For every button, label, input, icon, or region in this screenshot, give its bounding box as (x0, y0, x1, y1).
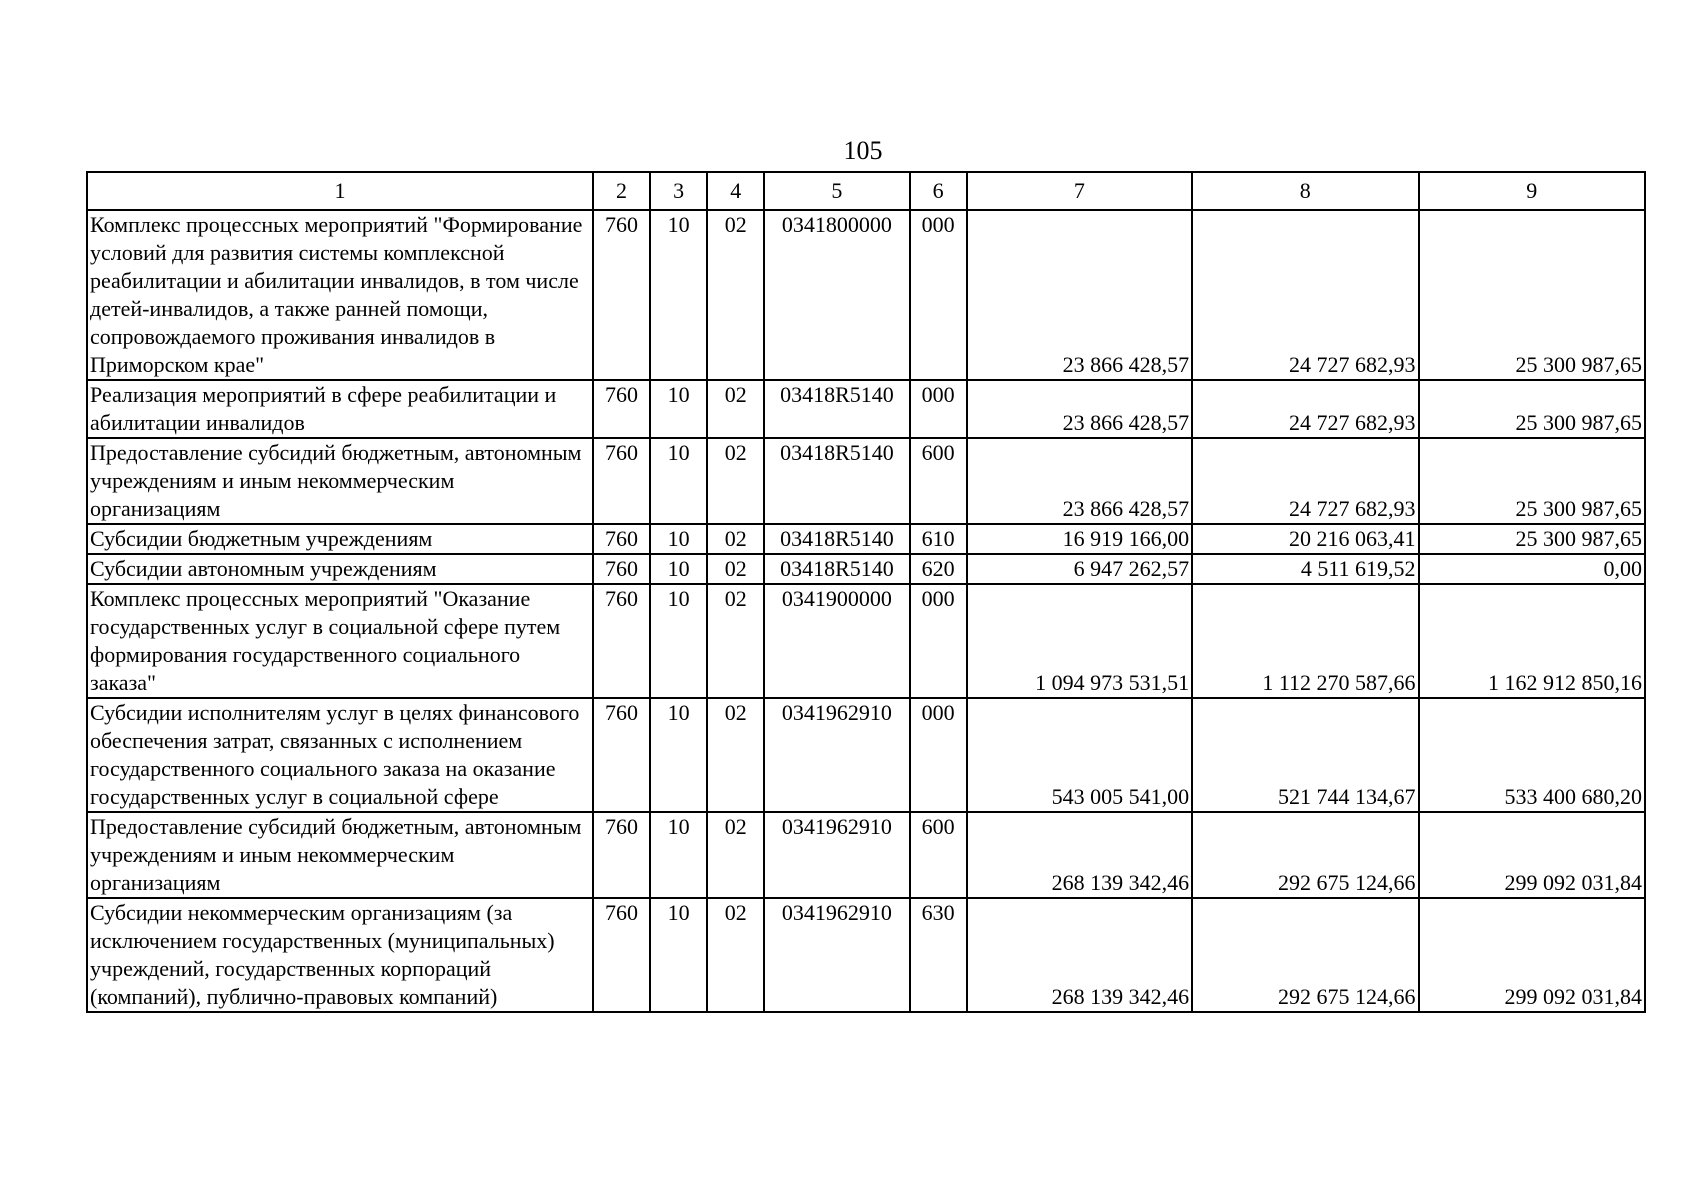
cell-col3: 10 (650, 524, 707, 554)
cell-col2: 760 (593, 898, 650, 1012)
table-row (87, 898, 1645, 1012)
cell-col7: 1 094 973 531,51 (967, 584, 1192, 698)
cell-col7: 23 866 428,57 (967, 380, 1192, 438)
column-header: 7 (967, 172, 1192, 210)
column-header: 2 (593, 172, 650, 210)
cell-col8: 24 727 682,93 (1192, 210, 1418, 380)
cell-col2: 760 (593, 698, 650, 812)
cell-col3: 10 (650, 210, 707, 380)
cell-col8: 4 511 619,52 (1192, 554, 1418, 584)
table-row (87, 698, 1645, 812)
cell-col4: 02 (707, 698, 764, 812)
table-row (87, 524, 1645, 554)
cell-col8: 292 675 124,66 (1192, 812, 1418, 898)
cell-col3: 10 (650, 584, 707, 698)
cell-col5: 03418R5140 (764, 524, 909, 554)
cell-col9: 25 300 987,65 (1419, 210, 1645, 380)
cell-col9: 299 092 031,84 (1419, 898, 1645, 1012)
column-header: 6 (910, 172, 967, 210)
cell-col4: 02 (707, 898, 764, 1012)
table-row (87, 584, 1645, 698)
cell-col5: 0341962910 (764, 898, 909, 1012)
row-name: Комплекс процессных мероприятий "Оказание государственных услуг в социальной сфере путем формирования государственного социального заказа" (87, 584, 593, 698)
column-header: 3 (650, 172, 707, 210)
cell-col9: 25 300 987,65 (1419, 524, 1645, 554)
cell-col7: 16 919 166,00 (967, 524, 1192, 554)
cell-col5: 03418R5140 (764, 438, 909, 524)
table-row (87, 438, 1645, 524)
cell-col4: 02 (707, 210, 764, 380)
cell-col2: 760 (593, 524, 650, 554)
cell-col5: 0341962910 (764, 812, 909, 898)
cell-col8: 24 727 682,93 (1192, 380, 1418, 438)
cell-col6: 000 (910, 584, 967, 698)
cell-col8: 20 216 063,41 (1192, 524, 1418, 554)
cell-col2: 760 (593, 380, 650, 438)
cell-col8: 1 112 270 587,66 (1192, 584, 1418, 698)
cell-col2: 760 (593, 438, 650, 524)
cell-col8: 24 727 682,93 (1192, 438, 1418, 524)
cell-col6: 620 (910, 554, 967, 584)
cell-col6: 000 (910, 380, 967, 438)
cell-col9: 533 400 680,20 (1419, 698, 1645, 812)
column-number-row (87, 172, 1645, 210)
cell-col9: 1 162 912 850,16 (1419, 584, 1645, 698)
row-name: Предоставление субсидий бюджетным, автономным учреждениям и иным некоммерческим организациям (87, 438, 593, 524)
cell-col9: 25 300 987,65 (1419, 438, 1645, 524)
page-number: 105 (843, 136, 883, 165)
cell-col8: 292 675 124,66 (1192, 898, 1418, 1012)
cell-col7: 23 866 428,57 (967, 438, 1192, 524)
table-row (87, 812, 1645, 898)
column-header: 1 (87, 172, 593, 210)
cell-col3: 10 (650, 812, 707, 898)
cell-col6: 600 (910, 438, 967, 524)
cell-col6: 000 (910, 210, 967, 380)
cell-col4: 02 (707, 812, 764, 898)
cell-col2: 760 (593, 584, 650, 698)
cell-col6: 610 (910, 524, 967, 554)
column-header: 5 (764, 172, 909, 210)
row-name: Субсидии автономным учреждениям (87, 554, 593, 584)
cell-col5: 0341800000 (764, 210, 909, 380)
cell-col3: 10 (650, 438, 707, 524)
cell-col4: 02 (707, 524, 764, 554)
cell-col7: 6 947 262,57 (967, 554, 1192, 584)
cell-col3: 10 (650, 898, 707, 1012)
row-name: Комплекс процессных мероприятий "Формирование условий для развития системы комплексной реабилитации и абилитации инвалидов, в том числе детей-инвалидов, а также ранней помощи, сопровождаемого проживания инвалидов в Приморском крае" (87, 210, 593, 380)
table-row (87, 380, 1645, 438)
cell-col4: 02 (707, 380, 764, 438)
cell-col3: 10 (650, 380, 707, 438)
cell-col5: 0341900000 (764, 584, 909, 698)
cell-col6: 600 (910, 812, 967, 898)
cell-col6: 000 (910, 698, 967, 812)
cell-col5: 03418R5140 (764, 380, 909, 438)
table-row (87, 554, 1645, 584)
cell-col2: 760 (593, 812, 650, 898)
cell-col9: 0,00 (1419, 554, 1645, 584)
cell-col6: 630 (910, 898, 967, 1012)
cell-col9: 299 092 031,84 (1419, 812, 1645, 898)
cell-col7: 543 005 541,00 (967, 698, 1192, 812)
cell-col3: 10 (650, 554, 707, 584)
row-name: Реализация мероприятий в сфере реабилитации и абилитации инвалидов (87, 380, 593, 438)
cell-col2: 760 (593, 554, 650, 584)
cell-col2: 760 (593, 210, 650, 380)
budget-table (86, 171, 1646, 1013)
row-name: Субсидии некоммерческим организациям (за исключением государственных (муниципальных) учреждений, государственных корпораций (компаний), публично-правовых компаний) (87, 898, 593, 1012)
cell-col4: 02 (707, 554, 764, 584)
row-name: Предоставление субсидий бюджетным, автономным учреждениям и иным некоммерческим организациям (87, 812, 593, 898)
table-row (87, 210, 1645, 380)
cell-col4: 02 (707, 584, 764, 698)
cell-col8: 521 744 134,67 (1192, 698, 1418, 812)
cell-col4: 02 (707, 438, 764, 524)
row-name: Субсидии исполнителям услуг в целях финансового обеспечения затрат, связанных с исполнением государственного социального заказа на оказание государственных услуг в социальной сфере (87, 698, 593, 812)
cell-col7: 23 866 428,57 (967, 210, 1192, 380)
cell-col9: 25 300 987,65 (1419, 380, 1645, 438)
cell-col3: 10 (650, 698, 707, 812)
column-header: 8 (1192, 172, 1418, 210)
column-header: 9 (1419, 172, 1645, 210)
column-header: 4 (707, 172, 764, 210)
cell-col7: 268 139 342,46 (967, 812, 1192, 898)
cell-col7: 268 139 342,46 (967, 898, 1192, 1012)
cell-col5: 03418R5140 (764, 554, 909, 584)
row-name: Субсидии бюджетным учреждениям (87, 524, 593, 554)
cell-col5: 0341962910 (764, 698, 909, 812)
